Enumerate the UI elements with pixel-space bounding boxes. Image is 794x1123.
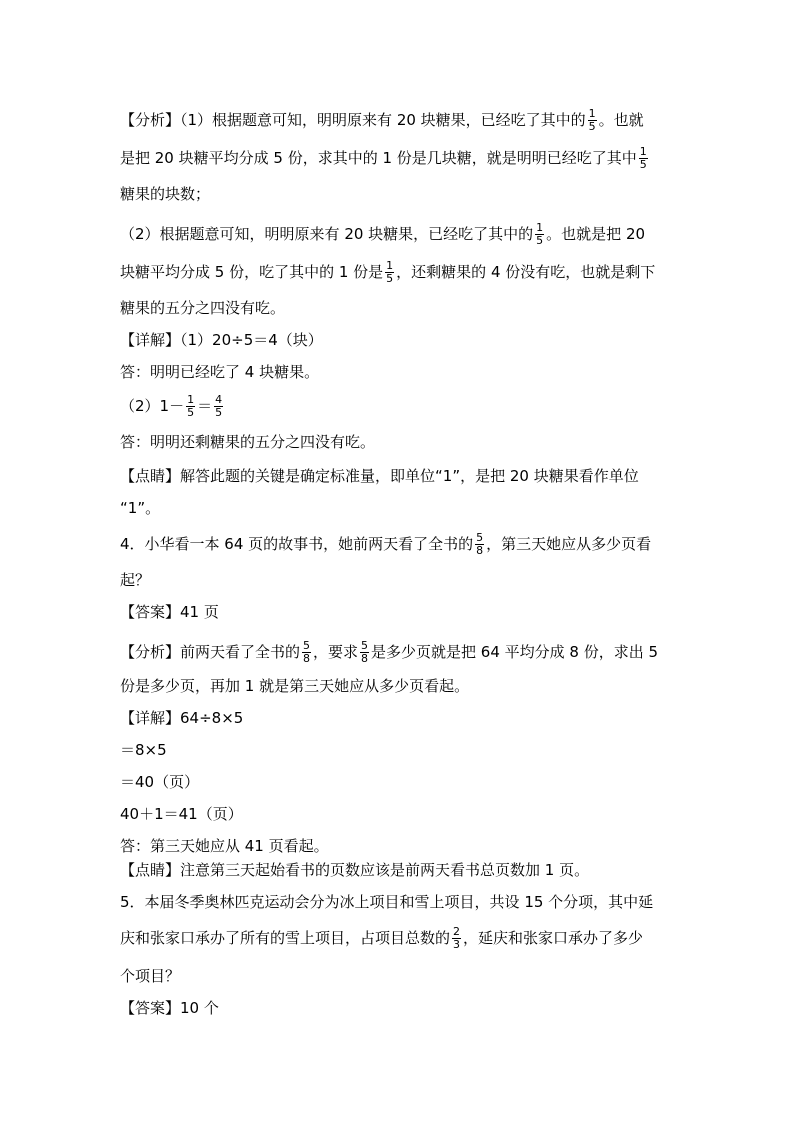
text-line [120,466,639,486]
text-line [120,860,589,880]
text-line [120,892,653,912]
text-segment: “1”。 [120,499,161,517]
text-segment: 答：明明已经吃了 4 块糖果。 [120,363,320,381]
fraction [535,222,544,247]
fraction-denominator: 5 [187,406,195,419]
text-segment: 【分析】（1）根据题意可知，明明原来有 20 块糖果，已经吃了其中的 [120,111,586,129]
fraction-numerator: 5 [476,531,484,544]
text-segment: （2）1－ [120,397,185,415]
fraction [452,926,461,951]
text-line [120,108,644,133]
text-segment: 起？ [120,571,151,589]
fraction [214,394,223,419]
text-segment: 。也就 [598,111,644,129]
text-segment: 【点睛】注意第三天起始看书的页数应该是前两天看书总页数加 1 页。 [120,861,590,879]
text-line [120,362,319,382]
text-line [120,394,225,419]
text-line [120,330,323,350]
text-line [120,222,645,247]
text-segment: 40＋1＝41（页） [120,805,243,823]
fraction [475,532,484,557]
fraction-numerator: 5 [361,639,369,652]
text-segment: 个项目？ [120,967,181,985]
fraction-denominator: 8 [303,652,311,665]
text-line [120,298,285,318]
text-line [120,640,658,665]
text-segment: 【答案】10 个 [120,999,219,1017]
fraction-numerator: 1 [386,259,394,272]
fraction [360,640,369,665]
text-segment: 5．本届冬季奥林匹克运动会分为冰上项目和雪上项目，共设 15 个分项，其中延 [120,893,654,911]
text-segment: 是把 20 块糖平均分成 5 份，求其中的 1 份是几块糖，就是明明已经吃了其中 [120,149,637,167]
text-segment: 【详解】（1）20÷5＝4（块） [120,331,323,349]
text-segment: 【点睛】解答此题的关键是确定标准量，即单位“1”，是把 20 块糖果看作单位 [120,467,639,485]
fraction-numerator: 1 [639,145,647,158]
text-line [120,772,199,792]
fraction [639,146,648,171]
text-segment: 糖果的五分之四没有吃。 [120,299,286,317]
text-segment: 庆和张家口承办了所有的雪上项目，占项目总数的 [120,929,451,947]
text-line [120,740,167,760]
fraction-numerator: 1 [588,107,596,120]
text-line [120,836,329,856]
text-segment: ＝40（页） [120,773,200,791]
fraction [385,260,394,285]
text-segment: 【答案】41 页 [120,603,219,621]
text-segment: 答：明明还剩糖果的五分之四没有吃。 [120,433,376,451]
text-segment: 【分析】前两天看了全书的 [120,643,301,661]
fraction-denominator: 5 [536,234,544,247]
fraction [186,394,195,419]
fraction [588,108,597,133]
text-segment: 份是多少页，再加 1 就是第三天她应从多少页看起。 [120,677,470,695]
text-line [120,602,219,622]
text-line [120,966,180,986]
text-segment: ，要求 [313,643,359,661]
fraction-denominator: 3 [453,938,461,951]
fraction [302,640,311,665]
text-segment: ＝8×5 [120,741,167,759]
text-segment: 糖果的块数； [120,185,211,203]
text-line [120,570,150,590]
fraction-denominator: 5 [639,158,647,171]
text-segment: 块糖平均分成 5 份，吃了其中的 1 份是 [120,263,384,281]
fraction-denominator: 5 [215,406,223,419]
text-segment: ，第三天她应从多少页看 [486,535,652,553]
text-segment: ＝ [197,397,213,415]
text-segment: 。也就是把 20 [546,225,646,243]
text-line [120,260,655,285]
text-line [120,498,160,518]
text-line [120,676,469,696]
text-line [120,184,210,204]
text-segment: ，还剩糖果的 4 份没有吃，也就是剩下 [396,263,656,281]
text-segment: 【详解】64÷8×5 [120,709,244,727]
fraction-denominator: 5 [588,120,596,133]
text-line [120,926,643,951]
text-segment: ，延庆和张家口承办了多少 [463,929,644,947]
fraction-numerator: 4 [215,393,223,406]
text-line [120,532,651,557]
text-line [120,804,243,824]
text-line [120,432,375,452]
text-line [120,146,650,171]
text-segment: 是多少页就是把 64 平均分成 8 份，求出 5 [371,643,659,661]
fraction-numerator: 2 [453,925,461,938]
text-segment: 答：第三天她应从 41 页看起。 [120,837,329,855]
text-line [120,998,219,1018]
fraction-numerator: 1 [187,393,195,406]
fraction-denominator: 5 [386,272,394,285]
fraction-numerator: 5 [303,639,311,652]
text-line [120,708,243,728]
fraction-numerator: 1 [536,221,544,234]
fraction-denominator: 8 [361,652,369,665]
fraction-denominator: 8 [476,544,484,557]
text-segment: 4．小华看一本 64 页的故事书，她前两天看了全书的 [120,535,474,553]
text-segment: （2）根据题意可知，明明原来有 20 块糖果，已经吃了其中的 [120,225,534,243]
